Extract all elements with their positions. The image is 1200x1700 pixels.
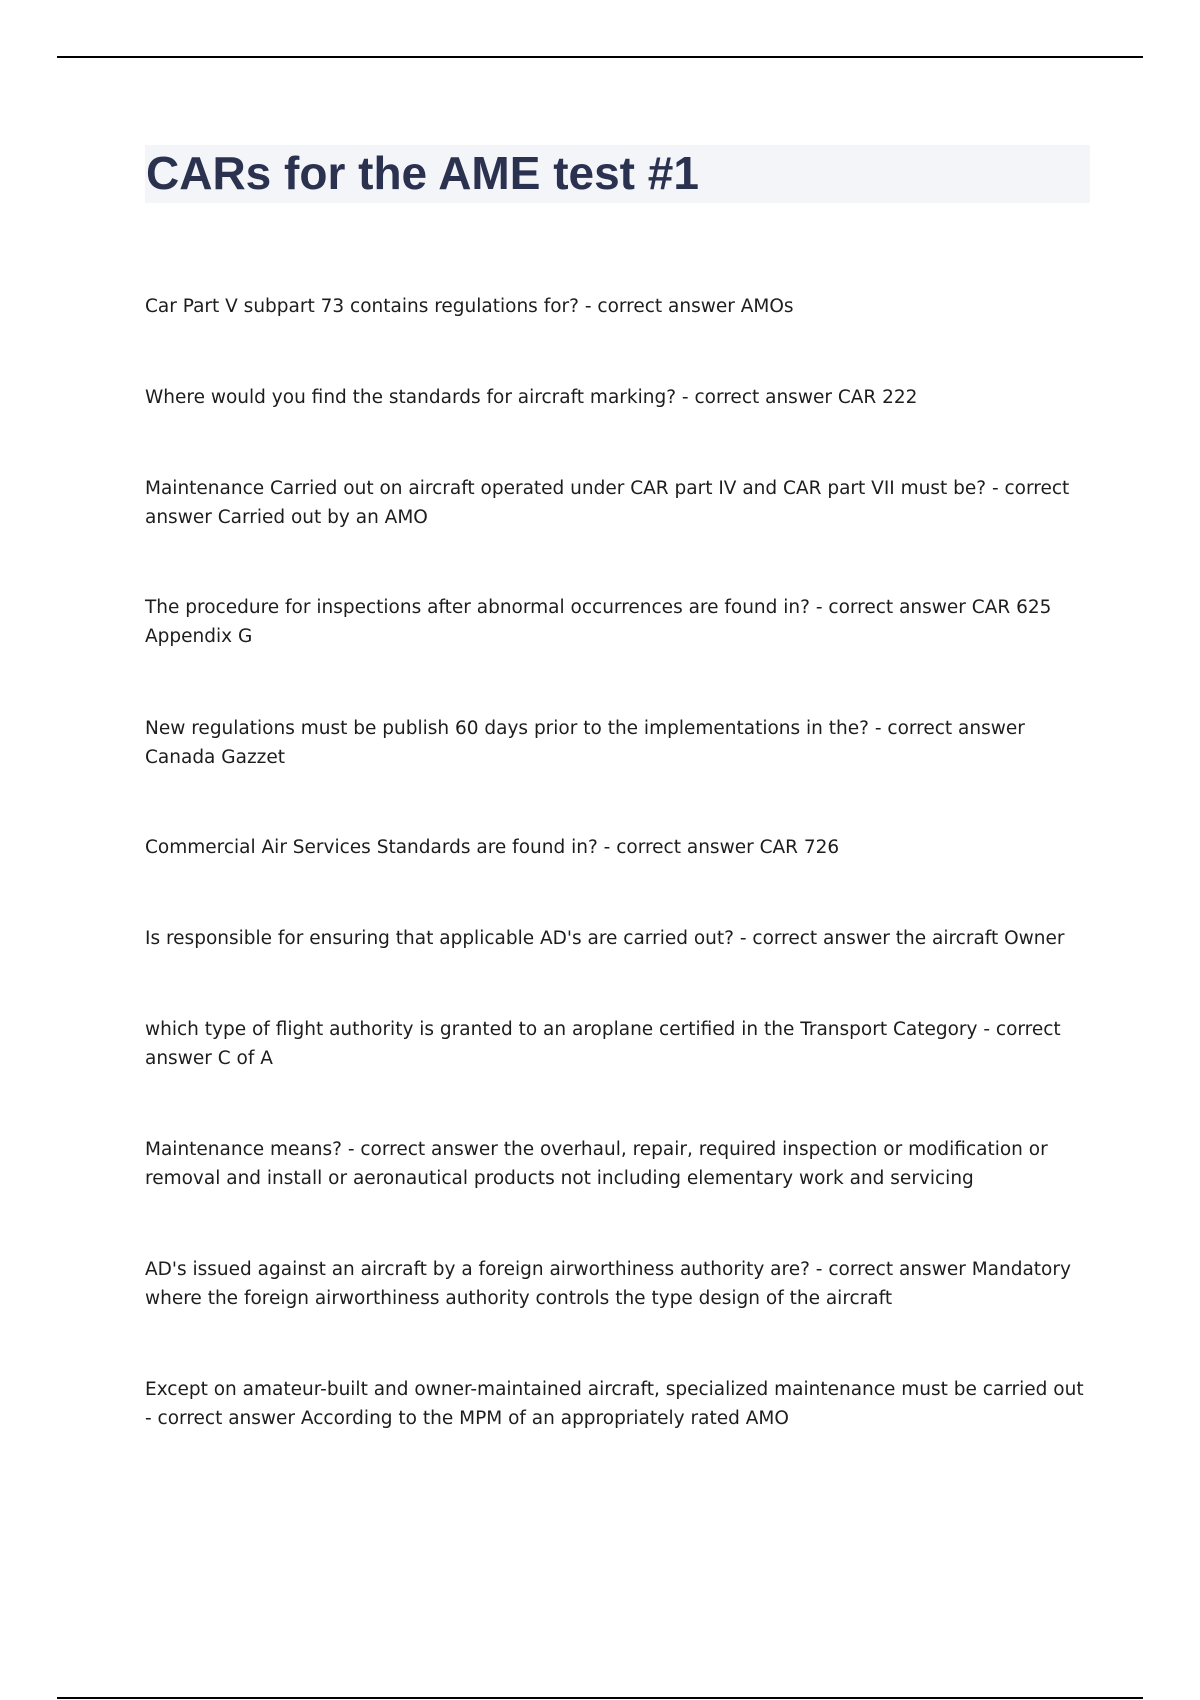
bottom-divider [57, 1697, 1143, 1699]
qa-item: New regulations must be publish 60 days prior to the implementations in the? - correct answer Canada Gazzet [145, 718, 1025, 768]
qa-item: which type of flight authority is granted to an aroplane certified in the Transport Category - correct answer C of A [145, 1019, 1061, 1069]
page-title: CARs for the AME test #1 [146, 147, 699, 199]
qa-item: Commercial Air Services Standards are found in? - correct answer CAR 726 [145, 837, 840, 858]
qa-item: Where would you find the standards for aircraft marking? - correct answer CAR 222 [145, 387, 918, 408]
qa-item: Car Part V subpart 73 contains regulations for? - correct answer AMOs [145, 296, 794, 317]
qa-item: The procedure for inspections after abnormal occurrences are found in? - correct answer CAR 625 Appendix G [145, 597, 1052, 647]
qa-item: AD's issued against an aircraft by a foreign airworthiness authority are? - correct answer Mandatory where the foreign airworthiness authority controls the type design of the aircraft [145, 1259, 1071, 1309]
qa-item: Maintenance means? - correct answer the overhaul, repair, required inspection or modification or removal and install or aeronautical products not including elementary work and servicing [145, 1139, 1048, 1189]
qa-item: Is responsible for ensuring that applicable AD's are carried out? - correct answer the aircraft Owner [145, 928, 1065, 949]
qa-item: Maintenance Carried out on aircraft operated under CAR part IV and CAR part VII must be? - correct answer Carried out by an AMO [145, 478, 1070, 528]
top-divider [57, 56, 1143, 58]
qa-item: Except on amateur-built and owner-maintained aircraft, specialized maintenance must be carried out - correct answer According to the MPM of an appropriately rated AMO [145, 1379, 1084, 1429]
